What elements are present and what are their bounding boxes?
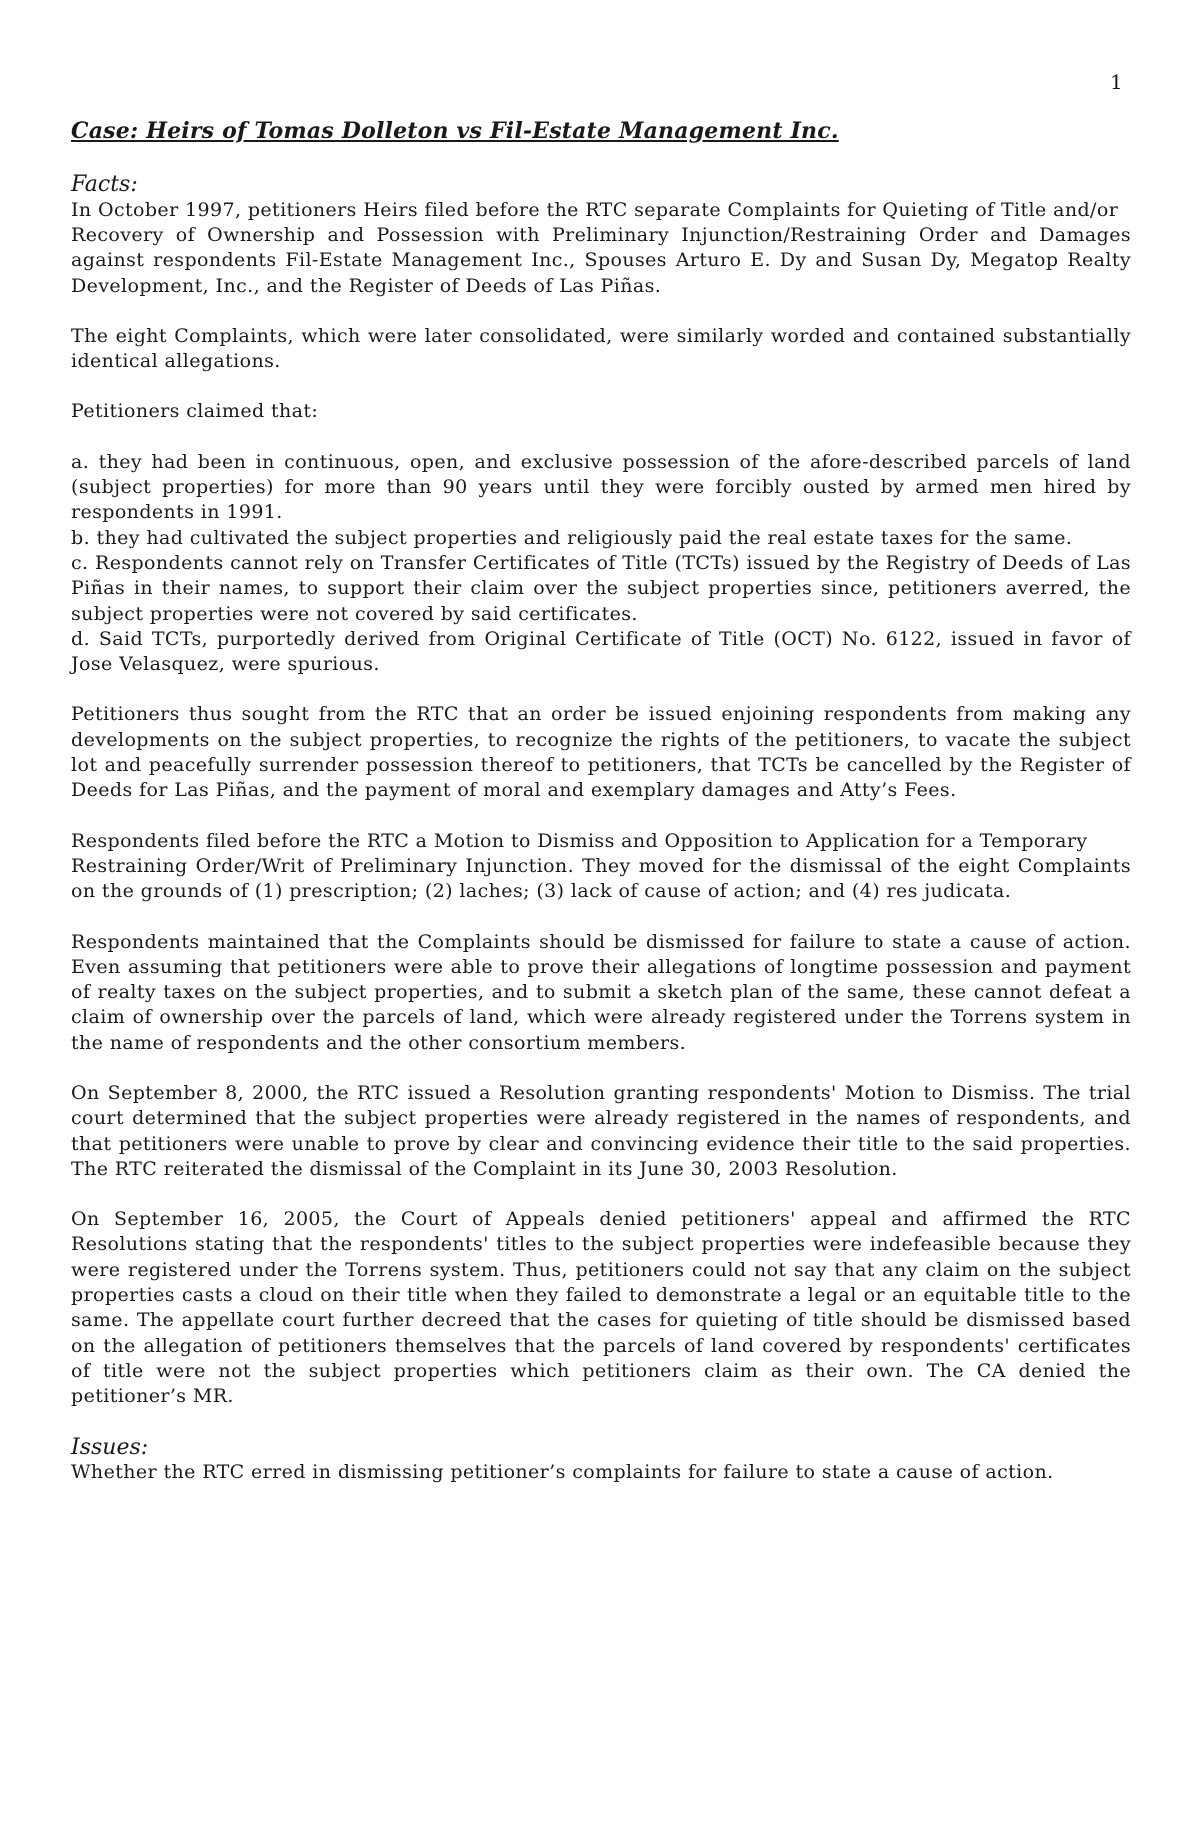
- issues-heading: Issues:: [71, 1434, 149, 1460]
- facts-paragraph-8: On September 16, 2005, the Court of Appeals denied petitioners' appeal and affirmed the RTC Resolutions stating that the respondents' titles to the subject properties were indefeasible because they were registered under the Torrens system. Thus, petitioners could not say that any claim on the subject properties casts a cloud on their title when they failed to demonstrate a legal or an equitable title to the same. The appellate court further decreed that the cases for quieting of title should be dismissed based on the allegation of petitioners themselves that the parcels of land covered by respondents' certificates of title were not the subject properties which petitioners claim as their own. The CA denied the petitioner’s MR.: [71, 1208, 1131, 1408]
- facts-paragraph-3: Petitioners claimed that:: [71, 400, 319, 423]
- facts-paragraph-1-line-2: Recovery of Ownership and Possession with Preliminary Injunction/Restraining Order and Damages against respondents Fil-Estate Management Inc., Spouses Arturo E. Dy and Susan Dy, Megatop Realty Development, Inc., and the Register of Deeds of Las Piñas.: [71, 223, 1131, 297]
- case-title: Case: Heirs of Tomas Dolleton vs Fil-Estate Management Inc.: [71, 118, 839, 144]
- claims-list: [71, 450, 1131, 678]
- facts-heading: Facts:: [71, 172, 138, 198]
- page-number: 1: [1110, 70, 1123, 94]
- issues-paragraph-1: Whether the RTC erred in dismissing petitioner’s complaints for failure to state a cause of action.: [71, 1460, 1054, 1483]
- facts-paragraph-1-line-1: In October 1997, petitioners Heirs filed before the RTC separate Complaints for Quieting of Title and/or: [71, 198, 1119, 221]
- facts-paragraph-6: Respondents maintained that the Complaints should be dismissed for failure to state a cause of action. Even assuming that petitioners were able to prove their allegations of longtime possession and payment of realty taxes on the subject properties, and to submit a sketch plan of the same, these cannot defeat a claim of ownership over the parcels of land, which were already registered under the Torrens system in the name of respondents and the other consortium members.: [71, 930, 1131, 1054]
- facts-paragraph-5: [71, 829, 1131, 905]
- facts-paragraph-4: Petitioners thus sought from the RTC that an order be issued enjoining respondents from making any developments on the subject properties, to recognize the rights of the petitioners, to vacate the subject lot and peacefully surrender possession thereof to petitioners, that TCTs be cancelled by the Register of Deeds for Las Piñas, and the payment of moral and exemplary damages and Atty’s Fees.: [71, 703, 1131, 802]
- facts-paragraph-2: The eight Complaints, which were later consolidated, were similarly worded and contained substantially identical allegations.: [71, 324, 1131, 373]
- claim-item-b: b. they had cultivated the subject properties and religiously paid the real estate taxes for the same.: [71, 526, 1073, 549]
- facts-paragraph-5-line-1: Respondents filed before the RTC a Motion to Dismiss and Opposition to Application for a Temporary: [71, 829, 1088, 852]
- facts-paragraph-1: [71, 198, 1131, 299]
- document-body: [71, 118, 1131, 1510]
- claim-item-c: c. Respondents cannot rely on Transfer Certificates of Title (TCTs) issued by the Registry of Deeds of Las Piñas in their names, to support their claim over the subject properties since, petitioners averred, the subject properties were not covered by said certificates.: [71, 551, 1131, 625]
- claim-item-d: d. Said TCTs, purportedly derived from Original Certificate of Title (OCT) No. 6122, issued in favor of Jose Velasquez, were spurious.: [71, 627, 1131, 676]
- facts-paragraph-5-line-2: Restraining Order/Writ of Preliminary Injunction. They moved for the dismissal of the eight Complaints on the grounds of (1) prescription; (2) laches; (3) lack of cause of action; and (4) res judicata.: [71, 854, 1131, 903]
- facts-paragraph-7: On September 8, 2000, the RTC issued a Resolution granting respondents' Motion to Dismiss. The trial court determined that the subject properties were already registered in the names of respondents, and that petitioners were unable to prove by clear and convincing evidence their title to the said properties. The RTC reiterated the dismissal of the Complaint in its June 30, 2003 Resolution.: [71, 1082, 1131, 1180]
- claim-item-a: a. they had been in continuous, open, and exclusive possession of the afore-described parcels of land (subject properties) for more than 90 years until they were forcibly ousted by armed men hired by respondents in 1991.: [71, 450, 1131, 524]
